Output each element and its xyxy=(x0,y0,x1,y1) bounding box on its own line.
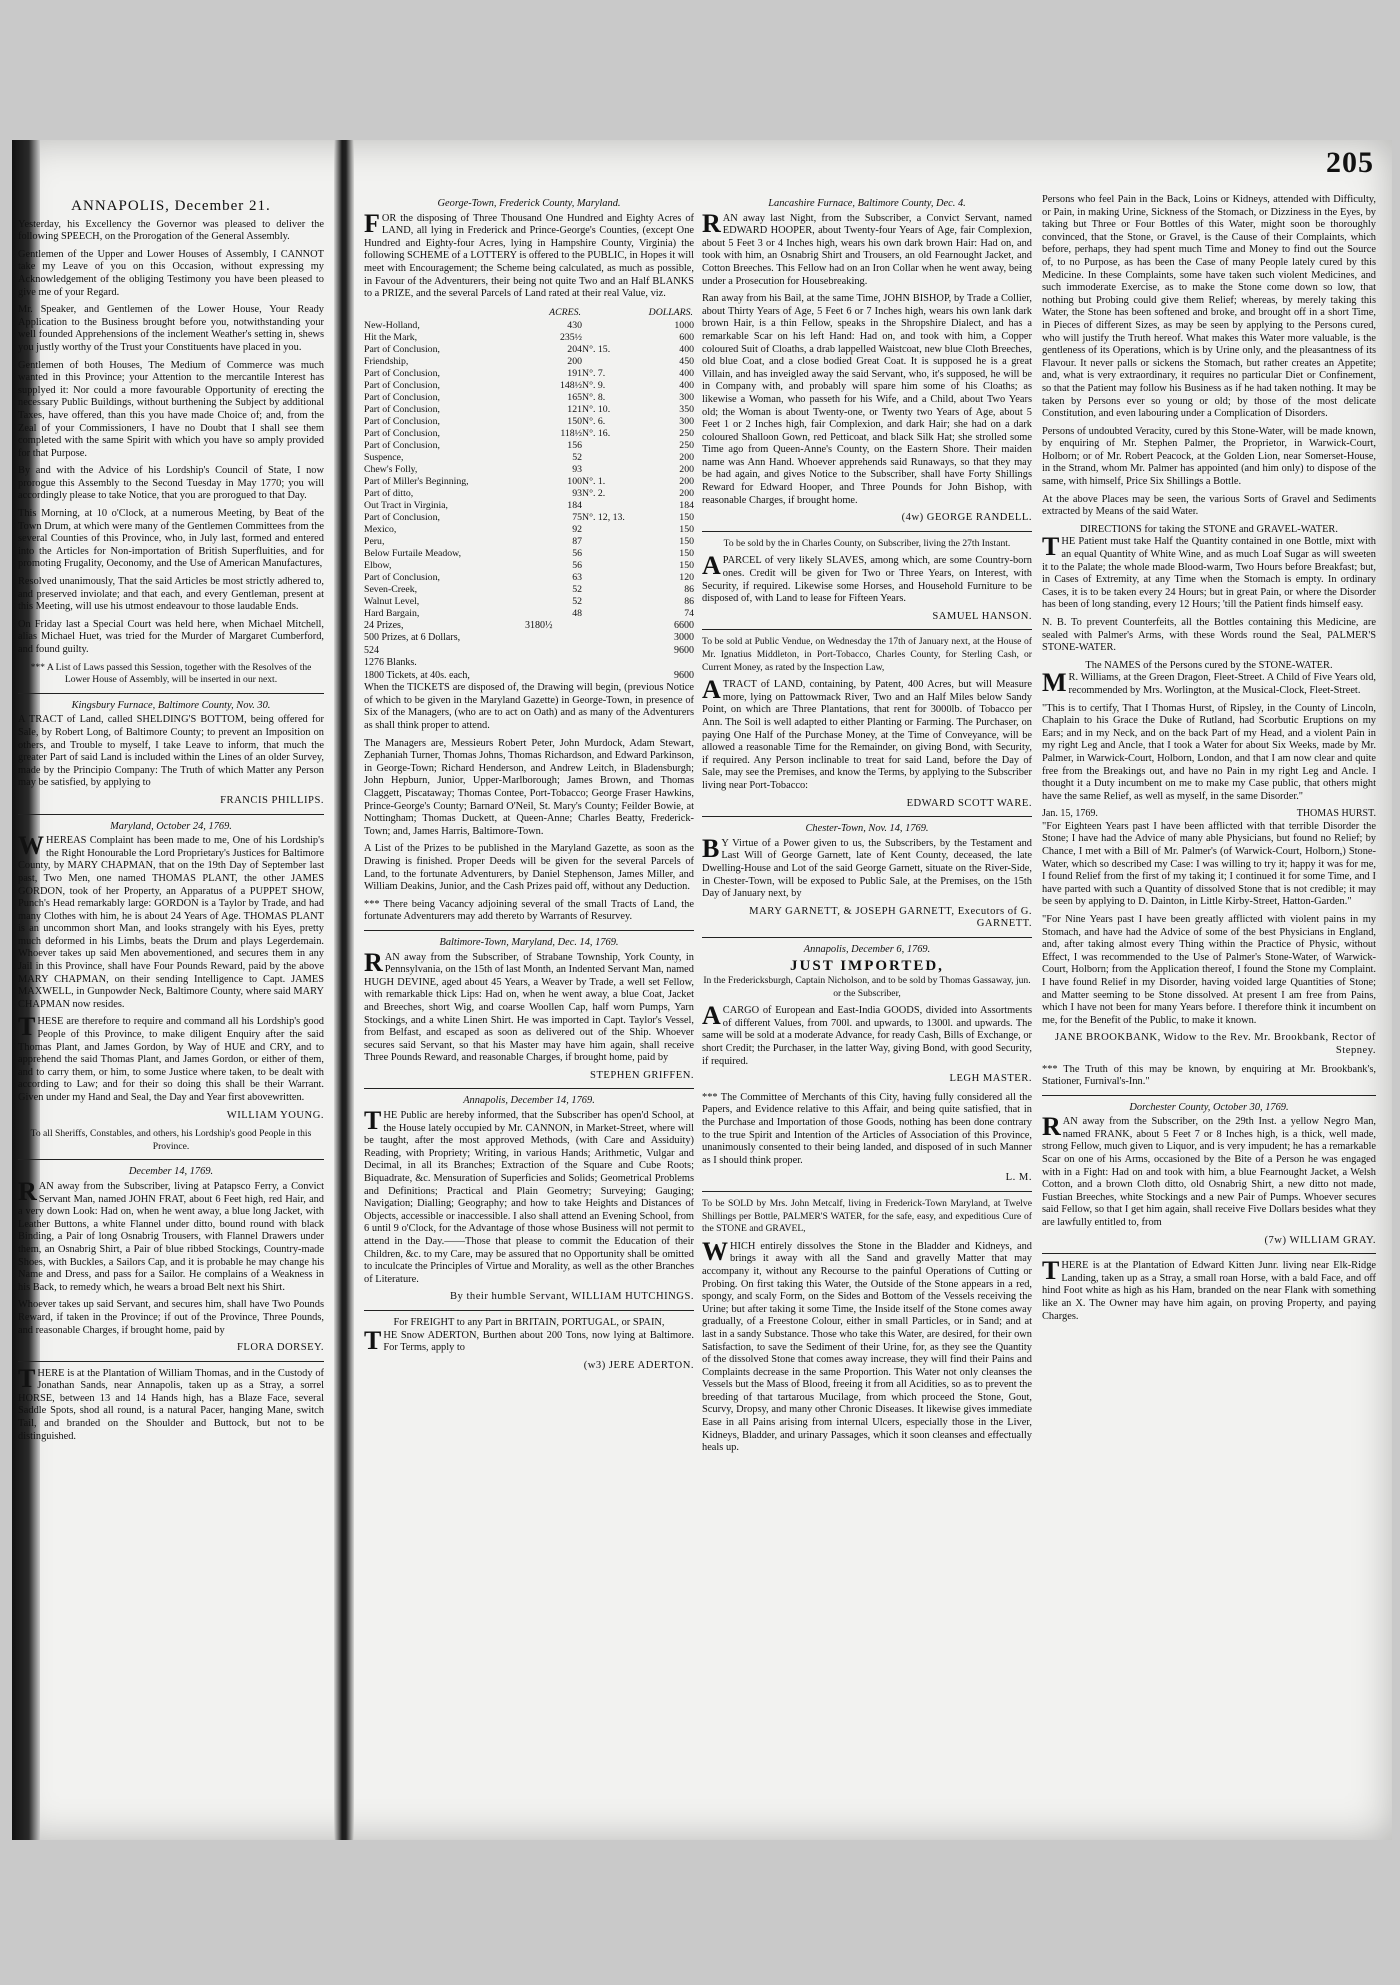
lottery-cell-acres: 75 xyxy=(572,511,582,523)
lottery-drawing: When the TICKETS are disposed of, the Drawing will begin, (previous Notice of which to be given in the Maryland Gazette) in George-Town, in presence of Six of the Managers, (who are to act on Oath) and as many of the Adventurers as shall think proper to attend. xyxy=(364,682,694,732)
ad-signature: FLORA DORSEY. xyxy=(237,1342,324,1354)
divider xyxy=(364,1310,694,1311)
ad-dateline: Dorchester County, October 30, 1769. xyxy=(1129,1101,1289,1113)
lottery-cell-dollars: 200 xyxy=(679,463,694,475)
lottery-cell-no xyxy=(582,464,644,476)
lottery-cell-acres: 52 xyxy=(572,583,582,595)
lottery-cell-acres: 56 xyxy=(572,547,582,559)
lottery-cell-acres: 191 xyxy=(567,367,582,379)
lottery-cell-no: N°. 8. xyxy=(582,391,606,403)
speech-para-2: Mr. Speaker, and Gentlemen of the Lower House, Your Ready Application to the Business brought before you, notwithstanding your well founded Apprehensions of the inclement Weather's setting in, shews you justly worthy of the Trust your Constituents have placed in you. xyxy=(18,304,324,353)
ad-runaway-bishop: Ran away from his Bail, at the same Time, JOHN BISHOP, by Trade a Collier, about Thirty Years of Age, 5 Feet 6 or 7 Inches high, wears his own lank dark brown Hair, is a thin Fellow, speaks in the Shropshire Dialect, and has a remarkable Scar on his left Hand: Had on, and took with him, a Copper coloured Suit of Cloaths, a drab lappelled Waistcoat, new blue Cloth Breeches, old blue Coat, and a close bodied Great Coat. It is supposed he is a great Villain, and has inveigled away the said Servant, who, it's supposed, he will be in Company with, and probably will spare him some of his Cloaths; as likewise a Woman, who passeth for his Wife, and a Child, about Two Years old; the Woman is about Twenty-one, or Twenty two Years of Age, about 5 Feet 1 or 2 Inches high, fair Complexion, and dark Hair; she had on a dark coloured Shalloon Gown, red Petticoat, and black Silk Hat; she strolled some Time ago from Queen-Anne's County, on the Eastern Shore. Their maiden name was Ann Hand. Whoever apprehends said Runaways, so that they may be had again, and gives Notice to the Subscriber, shall have Forty Shillings Reward for Edward Hooper, and Three Pounds for John Bishop, with reasonable Charges, if brought home. xyxy=(702,293,1032,506)
ad-snow-aderton: THE Snow ADERTON, Burthen about 200 Tons, now lying at Baltimore. For Terms, apply to xyxy=(364,1325,694,1355)
lottery-cell-no xyxy=(582,560,644,572)
annapolis-heading: ANNAPOLIS, December 21. xyxy=(71,198,271,214)
total-row: 1800 Tickets, at 40s. each, 9600 xyxy=(364,669,694,681)
total-row: 1276 Blanks. xyxy=(364,657,417,669)
lottery-cell-dollars: 150 xyxy=(679,523,694,535)
lottery-cell-dollars: 350 xyxy=(679,403,694,415)
divider xyxy=(364,930,694,931)
ad-dateline: Annapolis, December 14, 1769. xyxy=(463,1095,595,1107)
lottery-cell-no xyxy=(582,440,644,452)
ad-tract-land: A TRACT of Land, called SHELDING'S BOTTOM, being offered for Sale, by Robert Long, of Baltimore County; to prevent an Imposition on others, and Trouble to myself, I take Leave to inform, that much the greater Part of said Land is included within the Lines of an older Survey, made by the Principio Company: The Truth of which Matter any Person may be satisfied, by applying to xyxy=(18,714,324,789)
lottery-cell-dollars: 150 xyxy=(679,559,694,571)
news-meeting: This Morning, at 10 o'Clock, at a numerous Meeting, by Beat of the Town Drum, at which were many of the Gentlemen Committees from the several Counties of this Province, who, in July last, formed and entered into the Articles for Non-importation of British Superfluities, and for promoting Frugality, Oeconomy, and the Use of American Manufactures, xyxy=(18,508,324,570)
speech-para-1: Gentlemen of the Upper and Lower Houses of Assembly, I CANNOT take my Leave of you on this Occasion, without expressing my Acknowledgement of the obliging Testimony you have been pleased to give me of your Regard. xyxy=(18,248,324,298)
lottery-vacancy: *** There being Vacancy adjoining several of the small Tracts of Land, the fortunate Adventurers may add thereto by Warrants of Resurvey. xyxy=(364,898,694,923)
lottery-cell-dollars: 400 xyxy=(679,367,694,379)
lottery-cell-name: Part of Conclusion, xyxy=(364,415,440,427)
lottery-row xyxy=(364,392,694,404)
divider xyxy=(702,629,1032,630)
ad-committee: *** The Committee of Merchants of this City, having fully considered all the Papers, and Evidence relative to this Affair, and being quite satisfied, that in the Purchase and Importation of those Goods, nothing has been done contrary to the true Spirit and Intention of the Articles of Association of this Province, unanimously consented to their being landed, and disposed of in such Manner as I should think proper. xyxy=(702,1091,1032,1166)
lottery-cell-no: N°. 1. xyxy=(582,475,606,487)
ad-signature: FRANCIS PHILLIPS. xyxy=(220,794,324,806)
ad-dateline: Maryland, October 24, 1769. xyxy=(110,820,232,832)
lottery-row xyxy=(364,404,694,416)
lottery-row xyxy=(364,356,694,368)
lottery-cell-no: N°. 2. xyxy=(582,487,606,499)
ad-hue-and-cry: THESE are therefore to require and command all his Lordship's good People of this Province, to make diligent Enquiry after the said Thomas Plant, and James Gordon, by Way of HUE and CRY, and to apprehend the said Thomas Plant, and James Gordon, or either of them, and to carry them, or him, to some Justice where taken, to be dealt with according to Law; and for their so doing this shall be their Warrant. Given under my Hand and Seal, the Day and Year first abovewritten. xyxy=(18,1012,324,1103)
lottery-cell-acres: 56 xyxy=(572,559,582,571)
lottery-cell-no xyxy=(582,596,644,608)
lottery-cell-acres: 52 xyxy=(572,595,582,607)
newspaper-page xyxy=(12,140,1392,1840)
page-fold xyxy=(334,140,354,1840)
lottery-row xyxy=(364,476,694,488)
lottery-cell-no: N°. 15. xyxy=(582,343,611,355)
lottery-cell-no xyxy=(582,572,644,584)
lottery-cell-no: N°. 9. xyxy=(582,379,606,391)
lottery-cell-acres: 93 xyxy=(572,487,582,499)
ad-signature: SAMUEL HANSON. xyxy=(932,610,1032,622)
divider xyxy=(702,1191,1032,1192)
ad-school: THE Public are hereby informed, that the Subscriber has open'd School, at the House lately occupied by Mr. CANNON, in Market-Street, where will be taught, after the most approved Methods, (with Care and Assiduity) Reading, with Propriety; Writing, in various Hands; Arithmetic, Vulgar and Decimal, in all its Branches; Extraction of the Square and Cube Roots; Biquadrate, &c. Mensuration of Superficies and Solids; Geometrical Problems and Definitions; Practical and Plain Geometry; Surveying; Gauging; Navigation; Dialling; Geography; and how to take Heights and Distances of Objects, accessible or inaccessible. I also shall attend an Evening School, from 6 until 9 o'Clock, for the Advantage of those whose Business will not permit to attend in the Day.——Those that please to commit the Education of their Children, &c. to my Care, may be assured that no Opportunity shall be omitted to inculcate the Principles of Virtue and Morality, as well as the other Branches of Literature. xyxy=(364,1106,694,1285)
ad-note: To be SOLD by Mrs. John Metcalf, living in Frederick-Town Maryland, at Twelve Shillings per Bottle, PALMER'S WATER, for the safe, easy, and expeditious Cure of the STONE and GRAVEL, xyxy=(702,1197,1032,1235)
lottery-row xyxy=(364,608,694,620)
ad-slaves: APARCEL of very likely SLAVES, among which, are some Country-born ones. Credit will be given for Two or Three Years, on Interest, with Security, if required. Likewise some Horses, and Household Furniture to be disposed of, with Land to lease for Fifteen Years. xyxy=(702,551,1032,605)
ad-signature: EDWARD SCOTT WARE. xyxy=(906,797,1032,809)
lottery-row xyxy=(364,344,694,356)
lottery-cell-name: Part of Conclusion, xyxy=(364,511,440,523)
lottery-cell-dollars: 150 xyxy=(679,547,694,559)
lottery-cell-no xyxy=(582,536,644,548)
lottery-cell-acres: 87 xyxy=(572,535,582,547)
divider xyxy=(18,693,324,694)
lottery-cell-name: Part of Conclusion, xyxy=(364,343,440,355)
ad-signature: LEGH MASTER. xyxy=(949,1073,1032,1085)
divider xyxy=(702,531,1032,532)
ad-stray-horse: THERE is at the Plantation of William Thomas, and in the Custody of Jonathan Sands, near Annapolis, taken up as a Stray, a sorrel HORSE, between 13 and 14 Hands high, has a Blaze Face, several Saddle Spots, shod all round, is a natural Pacer, hanging Mane, switch Tail, and branded on the Shoulder and Buttock, but not to be distinguished. xyxy=(18,1363,324,1442)
testimonial-5: *** The Truth of this may be known, by enquiring at Mr. Brookbank's, Stationer, Furnival's-Inn." xyxy=(1042,1063,1376,1088)
lottery-cell-name: Part of Conclusion, xyxy=(364,379,440,391)
lottery-cell-no xyxy=(582,608,644,620)
ad-palmers-water: WHICH entirely dissolves the Stone in the Bladder and Kidneys, and brings it away with all the Sand and gravelly Matter that may accompany it, without any Recourse to the painful Operations of Cutting or Probing. On first taking this Water, the Outside of the Stone appears in a red, spongy, and scaly Form, on the Sides and Bottom of the Vessels receiving the Urine; but after taking it some Time, the Inside itself of the Stone comes away gradually, of a Freestone Colour, either in small Particles, or in Sand; and at last in a sandy Substance. Those who take this Water, are desired, for their own Satisfaction, to save the Sediment of their Urine, for, as they see the Quantity of the dissolved Stone that comes away increase, they will find their Pains and Complaints decrease in the same Proportion. This Water not only cleanses the Vessels but the Mass of Blood, freeing it from all Acidities, so as to prevent the breeding of that tartarous Mucilage, from which proceed the Stone, Gout, Scurvy, Dropsy, and many other Chronic Diseases. It likewise gives immediate Ease in all Pains arising from internal Ulcers, especially those in the Liver, Kidneys, Bladder, and urinary Passages, which it soon cleanses and effectually heals up. xyxy=(702,1236,1032,1454)
ad-note: To be sold at Public Vendue, on Wednesday the 17th of January next, at the House of Mr. Ignatius Middleton, in Port-Tobacco, Charles County, for Sterling Cash, or Current Money, as rated by the Inspection Law, xyxy=(702,636,1032,673)
just-imported-title: JUST IMPORTED, xyxy=(790,958,944,975)
lottery-cell-dollars: 86 xyxy=(684,583,694,595)
lottery-cell-dollars: 86 xyxy=(684,595,694,607)
speech-para-4: By and with the Advice of his Lordship's Council of State, I now prorogue this Assembly to the Second Tuesday in May 1770; you will accordingly please to take Notice, that you are prorogued to that Day. xyxy=(18,465,324,502)
lottery-cell-name: Part of Conclusion, xyxy=(364,367,440,379)
ad-runaway-reward: Whoever takes up said Servant, and secures him, shall have Two Pounds Reward, if taken in the Province; if out of the Province, Three Pounds, and reasonable Charges, if brought home, paid by xyxy=(18,1299,324,1336)
lottery-cell-name: Chew's Folly, xyxy=(364,463,418,475)
dollars-header: DOLLARS. xyxy=(648,306,693,318)
lottery-cell-acres: 184 xyxy=(567,499,582,511)
ad-garnett-sale: BY Virtue of a Power given to us, the Subscribers, by the Testament and Last Will of George Garnett, late of Kent County, deceased, the late Dwelling-House and Lot of the said George Garnett, situate on the River-Side, in Chester-Town, will be exposed to Public Sale, at the Premises, on the 15th Day of January next, by xyxy=(702,833,1032,900)
lottery-cell-acres: 121 xyxy=(567,403,582,415)
lottery-cell-dollars: 200 xyxy=(679,475,694,487)
directions-title: DIRECTIONS for taking the STONE and GRAVEL-WATER. xyxy=(1080,523,1338,535)
ad-signature: By their humble Servant, WILLIAM HUTCHINGS. xyxy=(449,1291,694,1303)
lottery-row xyxy=(364,464,694,476)
lottery-cell-dollars: 1000 xyxy=(674,319,694,331)
lottery-cell-dollars: 74 xyxy=(684,607,694,619)
column-2 xyxy=(364,194,694,1834)
lottery-cell-name: Below Furtaile Meadow, xyxy=(364,547,462,559)
ad-tract-pattowmack: ATRACT of LAND, containing, by Patent, 400 Acres, but will Measure more, lying on Pattowmack River, Two and an Half Miles below Sandy Point, on which are Three Plantations, that rent for 3000lb. of Tobacco per Ann. The Soil is well adapted to either Planting or Farming. The Purchaser, on paying One Half of the Purchase Money, at the Time of Conveyance, will be allowed a reasonable Time for the Remainder, on giving Bond, with Security, if required. Any Person inclinable to treat for said Land, before the Day of Sale, may see the Premises, and know the Terms, by applying to the Subscriber living near Port-Tobacco: xyxy=(702,675,1032,791)
lottery-row xyxy=(364,584,694,596)
lottery-totals xyxy=(364,620,694,683)
ad-runaway-frank: RAN away from the Subscriber, on the 29th Inst. a yellow Negro Man, named FRANK, about 5 Feet 7 or 8 Inches high, is a thick, well made, strong Fellow, much given to Liquor, and is very impudent; he has a remarkable Scar on one of his Arms, occasioned by the Bite of a Person he was engaged with in a Fight: Had on and took with him, a blue Fearnought Jacket, a Welsh Cotton, and a brown Cloth ditto, old Osnabrig Shirt, a new ditto not made, Fustian Breeches, white Stockings and a new Pair of Pumps. Whoever secures said Fellow, so that I get him again, shall receive Five Dollars besides what they are lawfully entitled to, from xyxy=(1042,1112,1376,1229)
lottery-cell-no: N°. 12, 13. xyxy=(582,511,625,523)
lottery-cell-no xyxy=(582,320,644,332)
ad-signature: WILLIAM YOUNG. xyxy=(226,1109,324,1121)
lottery-cell-name: Part of Conclusion, xyxy=(364,391,440,403)
lottery-row xyxy=(364,452,694,464)
lottery-cell-acres: 63 xyxy=(572,571,582,583)
lottery-cell-acres: 165 xyxy=(567,391,582,403)
lottery-cell-dollars: 200 xyxy=(679,451,694,463)
lottery-row xyxy=(364,524,694,536)
lottery-cell-no xyxy=(582,500,644,512)
lottery-cell-no xyxy=(582,332,644,344)
lottery-cell-dollars: 300 xyxy=(679,415,694,427)
lottery-cell-acres: 118½ xyxy=(560,427,582,439)
lottery-cell-acres: 430 xyxy=(567,319,582,331)
lottery-cell-name: Part of ditto, xyxy=(364,487,414,499)
speech-intro: Yesterday, his Excellency the Governor was pleased to deliver the following SPEECH, on the Prorogation of the General Assembly. xyxy=(18,218,324,243)
lottery-dateline: George-Town, Frederick County, Maryland. xyxy=(437,198,621,209)
ad-runaway-hooper: RAN away last Night, from the Subscriber, a Convict Servant, named EDWARD HOOPER, about Twenty-four Years of Age, fair Complexion, about 5 Feet 3 or 4 Inches high, wears his own dark brown Hair: Had on, and took with him, an Osnabrig Shirt and Trousers, an old Fearnought Jacket, and Cotton Breeches. This Fellow had on an Iron Collar when he went away, being under a Prosecution for Housebreaking. xyxy=(702,208,1032,287)
news-resolved: Resolved unanimously, That the said Articles be most strictly adhered to, and preserved inviolate; and that each, and every Gentleman, present at this Meeting, will use his utmost endeavour to those laudable Ends. xyxy=(18,576,324,613)
palmer-para-3: At the above Places may be seen, the various Sorts of Gravel and Sediments extracted by Means of the said Water. xyxy=(1042,493,1376,518)
directions-text: THE Patient must take Half the Quantity contained in one Bottle, mixt with an equal Quantity of White Wine, and as much Loaf Sugar as will sweeten it to the Palate; the whole made Blood-warm, Two Hours before Breakfast; but, in Cases of Extremity, at any Time when the Stomach is empty. In ordinary Cases, it is to be taken every 24 Hours; but in great Pain, or where the Disorder has been of long standing, every 12 Hours; 'till the Patient finds himself easy. xyxy=(1042,532,1376,611)
lottery-cell-name: Hit the Mark, xyxy=(364,331,418,343)
lottery-cell-dollars: 200 xyxy=(679,487,694,499)
lottery-cell-name: Suspence, xyxy=(364,451,404,463)
freight-heading: For FREIGHT to any Part in BRITAIN, PORTUGAL, or SPAIN, xyxy=(393,1316,665,1328)
lottery-row xyxy=(364,428,694,440)
lottery-row xyxy=(364,596,694,608)
lottery-cell-dollars: 150 xyxy=(679,511,694,523)
lottery-cell-acres: 52 xyxy=(572,451,582,463)
lottery-cell-name: Part of Conclusion, xyxy=(364,427,440,439)
lottery-cell-no xyxy=(582,452,644,464)
ad-note: To all Sheriffs, Constables, and others, his Lordship's good People in this Province. xyxy=(30,1128,312,1152)
column-4 xyxy=(1042,194,1376,1834)
ad-dateline: Annapolis, December 6, 1769. xyxy=(803,943,931,955)
speech-para-3: Gentlemen of both Houses, The Medium of Commerce was much wanted in this Province; your Attention to the mercantile Interest has supplyed it: Nor could a more favourable Opportunity of erecting the necessary Public Buildings, without burthening the Subject by additional Taxes, have offered, than this you have made Choice of; and, from the Zeal of your Commissioners, I have no Doubt that I shall see them completed with the same Spirit with which you have so amply provided for that Purpose. xyxy=(18,359,324,459)
lottery-cell-acres: 156 xyxy=(567,439,582,451)
total-row: 24 Prizes, 3180½ 6600 xyxy=(364,619,694,631)
lottery-cell-name: New-Holland, xyxy=(364,319,420,331)
lottery-cell-dollars: 184 xyxy=(679,499,694,511)
column-3 xyxy=(702,194,1032,1834)
testimonial-signoff: Jan. 15, 1769. THOMAS HURST. xyxy=(1042,808,1376,820)
lottery-row xyxy=(364,548,694,560)
lottery-cell-dollars: 300 xyxy=(679,391,694,403)
ad-signature: (7w) WILLIAM GRAY. xyxy=(1264,1234,1376,1246)
ad-puppet-show: WHEREAS Complaint has been made to me, One of his Lordship's the Right Honourable the Lord Proprietary's Justices for Baltimore County, by MARY CHAPMAN, that on the 19th Day of September last past, Two Men, one named THOMAS PLANT, the other JAMES GORDON, took of her Property, an Apparatus of a PUPPET SHOW, Punch's Head remarkably large: GORDON is a Taylor by Trade, and had many Clothes with him, he is about 24 Years of Age. THOMAS PLANT is an uncommon short Man, and looks strangely with his Eyes, pretty much deformed in his Limbs, beats the Drum and plays Legerdemain. Whoever takes up said Men abovementioned, and secures them in any Jail in this Province, shall have Four Pounds Reward, paid by the above MARY CHAPMAN, on their sending Intelligence to Capt. JAMES MAXWELL, in Gunpowder Neck, Baltimore County, where said MARY CHAPMAN now resides. xyxy=(18,831,324,1010)
lottery-cell-no xyxy=(582,356,644,368)
lottery-row xyxy=(364,560,694,572)
lottery-row xyxy=(364,320,694,332)
lottery-cell-dollars: 400 xyxy=(679,379,694,391)
lottery-cell-no xyxy=(582,524,644,536)
lottery-cell-acres: 100 xyxy=(567,475,582,487)
lottery-cell-name: Walnut Level, xyxy=(364,595,420,607)
lottery-row xyxy=(364,332,694,344)
lottery-cell-dollars: 600 xyxy=(679,331,694,343)
lottery-cell-dollars: 400 xyxy=(679,343,694,355)
lottery-cell-dollars: 450 xyxy=(679,355,694,367)
lottery-cell-name: Out Tract in Virginia, xyxy=(364,499,448,511)
lottery-cell-no: N°. 10. xyxy=(582,403,611,415)
ad-dateline: Lancashire Furnace, Baltimore County, Dec. 4. xyxy=(768,198,966,209)
ad-stray-roan-horse: THERE is at the Plantation of Edward Kitten Junr. living near Elk-Ridge Landing, taken up as a Stray, a small roan Horse, with a bald Face, and off hind Foot white as high as his Ham, branded on the near Flank with something like an X. The Owner may have him again, on proving Property, and paying Charges. xyxy=(1042,1256,1376,1322)
page-number: 205 xyxy=(1326,146,1374,179)
lottery-cell-acres: 148½ xyxy=(559,379,582,391)
lottery-row xyxy=(364,488,694,500)
lottery-cell-name: Elbow, xyxy=(364,559,392,571)
ad-signature: L. M. xyxy=(1005,1172,1032,1184)
ad-signature: (4w) GEORGE RANDELL. xyxy=(901,512,1032,524)
lottery-row xyxy=(364,368,694,380)
ad-signature: (w3) JERE ADERTON. xyxy=(583,1359,694,1371)
ad-dateline: Kingsbury Furnace, Baltimore County, Nov. 30. xyxy=(71,699,271,711)
lottery-cell-acres: 93 xyxy=(572,463,582,475)
ad-signature: JANE BROOKBANK, Widow to the Rev. Mr. Brookbank, Rector of Stepney. xyxy=(1054,1032,1376,1056)
names-title: The NAMES of the Persons cured by the STONE-WATER. xyxy=(1085,659,1333,671)
lottery-table xyxy=(364,306,694,620)
lottery-cell-acres: 150 xyxy=(567,415,582,427)
lottery-cell-no: N°. 7. xyxy=(582,367,606,379)
lottery-row xyxy=(364,536,694,548)
lottery-cell-no: N°. 16. xyxy=(582,427,611,439)
lottery-cell-no: N°. 6. xyxy=(582,415,606,427)
testimonial-1: MR. Williams, at the Green Dragon, Fleet-Street. A Child of Five Years old, recommended by Mrs. Worlington, at the Musical-Clock, Fleet-Street. xyxy=(1042,668,1376,698)
lottery-cell-no xyxy=(582,548,644,560)
lottery-cell-acres: 235½ xyxy=(559,331,582,343)
lottery-row xyxy=(364,500,694,512)
total-row: 500 Prizes, at 6 Dollars, 3000 xyxy=(364,632,694,644)
testimonial-3: "For Eighteen Years past I have been afflicted with that terrible Disorder the Stone; I have had the Advice of many able Physicians, but found no Relief; by Chance, I met with a Bill of Mr. Palmer's (of Warwick-Court, Holborn,) Stone-Water, which so described my Case: I was willing to try it; happy it was for me, I found Relief from the first of my taking it; I continued it for some Time, and I have parted with such a Quantity of dissolved Stone that is not credible; it may be seen by applying to D. Dainton, in Little Kirby-Street, Hatton-Garden." xyxy=(1042,820,1376,908)
lottery-intro: FOR the disposing of Three Thousand One Hundred and Eighty Acres of LAND, all lying in Frederick and Prince-George's Counties, (except One Hundred and Eighty-four Acres, lying in Hampshire County, Virginia) the following SCHEME of a LOTTERY is offered to the PUBLIC, in Hopes it will meet with Encouragement; the Scheme being calculated, as much as possible, in Favour of the Adventurers, their being not quite Two and an Half BLANKS to a PRIZE, and the several Parcels of Land rated at their real Value, viz. xyxy=(364,208,694,300)
divider xyxy=(18,1361,324,1362)
nb-note: N. B. To prevent Counterfeits, all the Bottles containing this Medicine, are sealed with Palmer's Arms, with these Words round the Seal, PALMER'S STONE-WATER. xyxy=(1042,617,1376,654)
testimonial-2: "This is to certify, That I Thomas Hurst, of Ripsley, in the County of Lincoln, Chaplain to his Grace the Duke of Rutland, had Scorbutic Eruptions on my Ears; and in my Neck, and on the back Part of my Head, and a violent Pain in my right Leg and Ancle, that I took a Water for about Six Weeks, made by Mr. Palmer, in Warwick-Court, Holborn, London, and that I am now clear and quite free from the Breakings out, and have no Pain in my right Leg and Ancle. I thought it a Duty incumbent on me to make my Case public, that others might have the same Relief, as well as myself, in the same Disorder." xyxy=(1042,702,1376,802)
ad-dateline: Baltimore-Town, Maryland, Dec. 14, 1769. xyxy=(439,936,619,948)
ad-dateline: December 14, 1769. xyxy=(128,1166,214,1178)
lottery-row xyxy=(364,380,694,392)
ad-runaway-devine: RAN away from the Subscriber, of Strabane Township, York County, in Pennsylvania, on the 15th of last Month, an Indented Servant Man, named HUGH DEVINE, aged about 45 Years, a Weaver by Trade, a well set Fellow, with remarkable thick Lips: Had on, when he went away, a blue Coat, Jacket and Breeches, short Wig, and coarse Woollen Cap, half worn Pumps, Yarn Stockings, and a white Linen Shirt. He was imported in Capt. Taylor's Vessel, from Belfast, and escaped as soon as delivered out of the Ship. Whoever secures said Servant, so that his Master may have him again, shall receive Three Pounds Reward, and reasonable Charges, if brought home, paid by xyxy=(364,947,694,1064)
ad-dateline: Chester-Town, Nov. 14, 1769. xyxy=(805,823,929,835)
ad-cargo: ACARGO of European and East-India GOODS, divided into Assortments of different Values, from 700l. and upwards, to 1300l. and upwards. The same will be sold at a moderate Advance, for ready Cash, Bills of Exchange, or short Credit; the Purchaser, in the latter Way, giving Bond, with good Security, if required. xyxy=(702,1001,1032,1067)
news-laws-note: *** A List of Laws passed this Session, together with the Resolves of the Lower House of Assembly, will be inserted in our next. xyxy=(30,661,312,686)
divider xyxy=(702,816,1032,817)
news-court: On Friday last a Special Court was held here, when Michael Mitchell, alias Michael Huet, was tried for the Murder of Margaret Cumberford, and found guilty. xyxy=(18,618,324,655)
lottery-cell-acres: 200 xyxy=(567,355,582,367)
divider xyxy=(18,814,324,815)
ad-note: In the Fredericksburgh, Captain Nicholson, and to be sold by Thomas Gassaway, jun. or the Subscriber, xyxy=(703,975,1031,999)
lottery-prizes: A List of the Prizes to be published in the Maryland Gazette, as soon as the Drawing is finished. Proper Deeds will be given for the several Parcels of Land, to the fortunate Adventurers, by Daniel Stephenson, James Miller, and William Deakins, Junior, and the Cash Prizes paid off, without any Deduction. xyxy=(364,843,694,893)
lottery-cell-dollars: 120 xyxy=(679,571,694,583)
ad-note: To be sold by the in Charles County, on Subscriber, living the 27th Instant. xyxy=(723,537,1011,549)
lottery-cell-acres: 48 xyxy=(572,607,582,619)
ad-signature: MARY GARNETT, & JOSEPH GARNETT, Executors of G. GARNETT. xyxy=(749,905,1032,930)
lottery-cell-name: Friendship, xyxy=(364,355,409,367)
lottery-cell-no xyxy=(582,584,644,596)
lottery-row xyxy=(364,572,694,584)
lottery-row xyxy=(364,416,694,428)
palmer-para-2: Persons of undoubted Veracity, cured by this Stone-Water, will be made known, by enquiring of Mr. Stephen Palmer, the Proprietor, in Warwick-Court, Holborn; or of Mr. Robert Peacock, at the Golden Lion, near Somerset-House, in the Strand, whom Mr. Palmer has appointed (and him only) to dispose of the same, with himself, Price Six Shillings a Bottle. xyxy=(1042,425,1376,488)
column-1 xyxy=(18,194,324,1804)
palmer-para-1: Persons who feel Pain in the Back, Loins or Kidneys, attended with Difficulty, or Pain, in making Urine, Sickness of the Stomach, or Dizziness in the Eyes, by taking but Three or Four Bottles of this Water, might soon be thoroughly convinced, that the Stone, or Gravel, is the Cause of their Complaints, which before, perhaps, they had spent much Time and Money to find out the Source of, to no Purpose, as has been the Case of many People lately cured by this Medicine. In these Complaints, some have taken such violent Medicines, and such immoderate Exercise, as to make the Stone come down so low, that nothing but Probing could give them Relief; whereas, by merely taking this Water, the Stone has been softened and broke, and brought off in a short Time, in Pieces of different Sizes, as may be seen by applying to the Persons cured, who will justify the Truth hereof. What makes this Water more valuable, is the gentleness of its Operations, which is by Urine only, and the pleasantness of its Flavour. It never palls or sickens the Stomach, but rather creates an Appetite; and, what is very extraordinary, it requires no particular Diet or Confinement, so that the Patient may follow his Business as if he had taken nothing. It may be taken by Persons ever so young or old; by those of the most delicate Constitution, and even labouring under a Complication of Disorders. xyxy=(1042,194,1376,420)
lottery-cell-acres: 92 xyxy=(572,523,582,535)
lottery-cell-name: Peru, xyxy=(364,535,385,547)
acres-header: ACRES. xyxy=(549,306,581,318)
lottery-cell-name: Part of Conclusion, xyxy=(364,403,440,415)
lottery-row xyxy=(364,440,694,452)
lottery-cell-dollars: 250 xyxy=(679,439,694,451)
divider xyxy=(364,1088,694,1089)
lottery-cell-name: Hard Bargain, xyxy=(364,607,420,619)
ad-signature: STEPHEN GRIFFEN. xyxy=(590,1069,694,1081)
divider xyxy=(702,937,1032,938)
testimonial-4: "For Nine Years past I have been greatly afflicted with violent pains in my Stomach, and have had the Advice of some of the best Physicians in England, and, after taking almost every Thing within the Practice of Physic, without Effect, I was recommended to the Use of Palmer's Stone-Water, of Warwick-Court, Holborn; from the Application thereof, I found the Stone my Complaint. I have found Relief in my Disorder, having voided large Quantities of Stone; and Matter seeming to be Stone dissolved. At present I am free from Pains, which I have not been for many Years before. I therefore think it incumbent on me, for the Benefit of the Public, to make it known. xyxy=(1042,913,1376,1026)
divider xyxy=(1042,1095,1376,1096)
lottery-cell-dollars: 250 xyxy=(679,427,694,439)
lottery-cell-name: Part of Conclusion, xyxy=(364,571,440,583)
lottery-cell-name: Mexico, xyxy=(364,523,397,535)
lottery-cell-dollars: 150 xyxy=(679,535,694,547)
lottery-cell-name: Part of Conclusion, xyxy=(364,439,440,451)
lottery-cell-name: Seven-Creek, xyxy=(364,583,418,595)
lottery-managers: The Managers are, Messieurs Robert Peter, John Murdock, Adam Stewart, Zephaniah Turner, Thomas Johns, Thomas Richardson, and Edward Parkinson, in George-Town; Richard Henderson, and Andrew Leitch, in Bladensburgh; John Hepburn, Junior, Upper-Marlborough; James Brown, and Thomas Claggett, Piscataway; Thomas Contee, Port-Tobacco; George Fraser Hawkins, Prince-George's County; Barnard O'Neil, St. Mary's County; Feilder Bowie, at Nottingham; Thomas Duckett, at Queen-Anne; Charles Beatty, Frederick-Town; and, James Harris, Baltimore-Town. xyxy=(364,737,694,837)
total-row: 524 9600 xyxy=(364,644,694,656)
lottery-cell-acres: 204 xyxy=(567,343,582,355)
lottery-row xyxy=(364,512,694,524)
divider xyxy=(18,1159,324,1160)
lottery-cell-name: Part of Miller's Beginning, xyxy=(364,475,469,487)
divider xyxy=(1042,1253,1376,1254)
ad-runaway-frat: RAN away from the Subscriber, living at Patapsco Ferry, a Convict Servant Man, named JOHN FRAT, about 6 Feet high, red Hair, and a very down Look: Had on, when he went away, a blue long Jacket, with Leather Buttons, a white Flannel under ditto, bound round with black Binding, a Pair of long Osnabrig Trousers, with Flannel Drawers under them, an Osnabrig Shirt, a Pair of blue ribbed Stockings, Country-made Shoes, with Buckles, a Sailors Cap, and it is probable he may change his Name and Dress, and pass for a Sailor. He complains of a Weakness in his Back, to remedy which, he wears a broad Belt next his Shirt. xyxy=(18,1176,324,1293)
